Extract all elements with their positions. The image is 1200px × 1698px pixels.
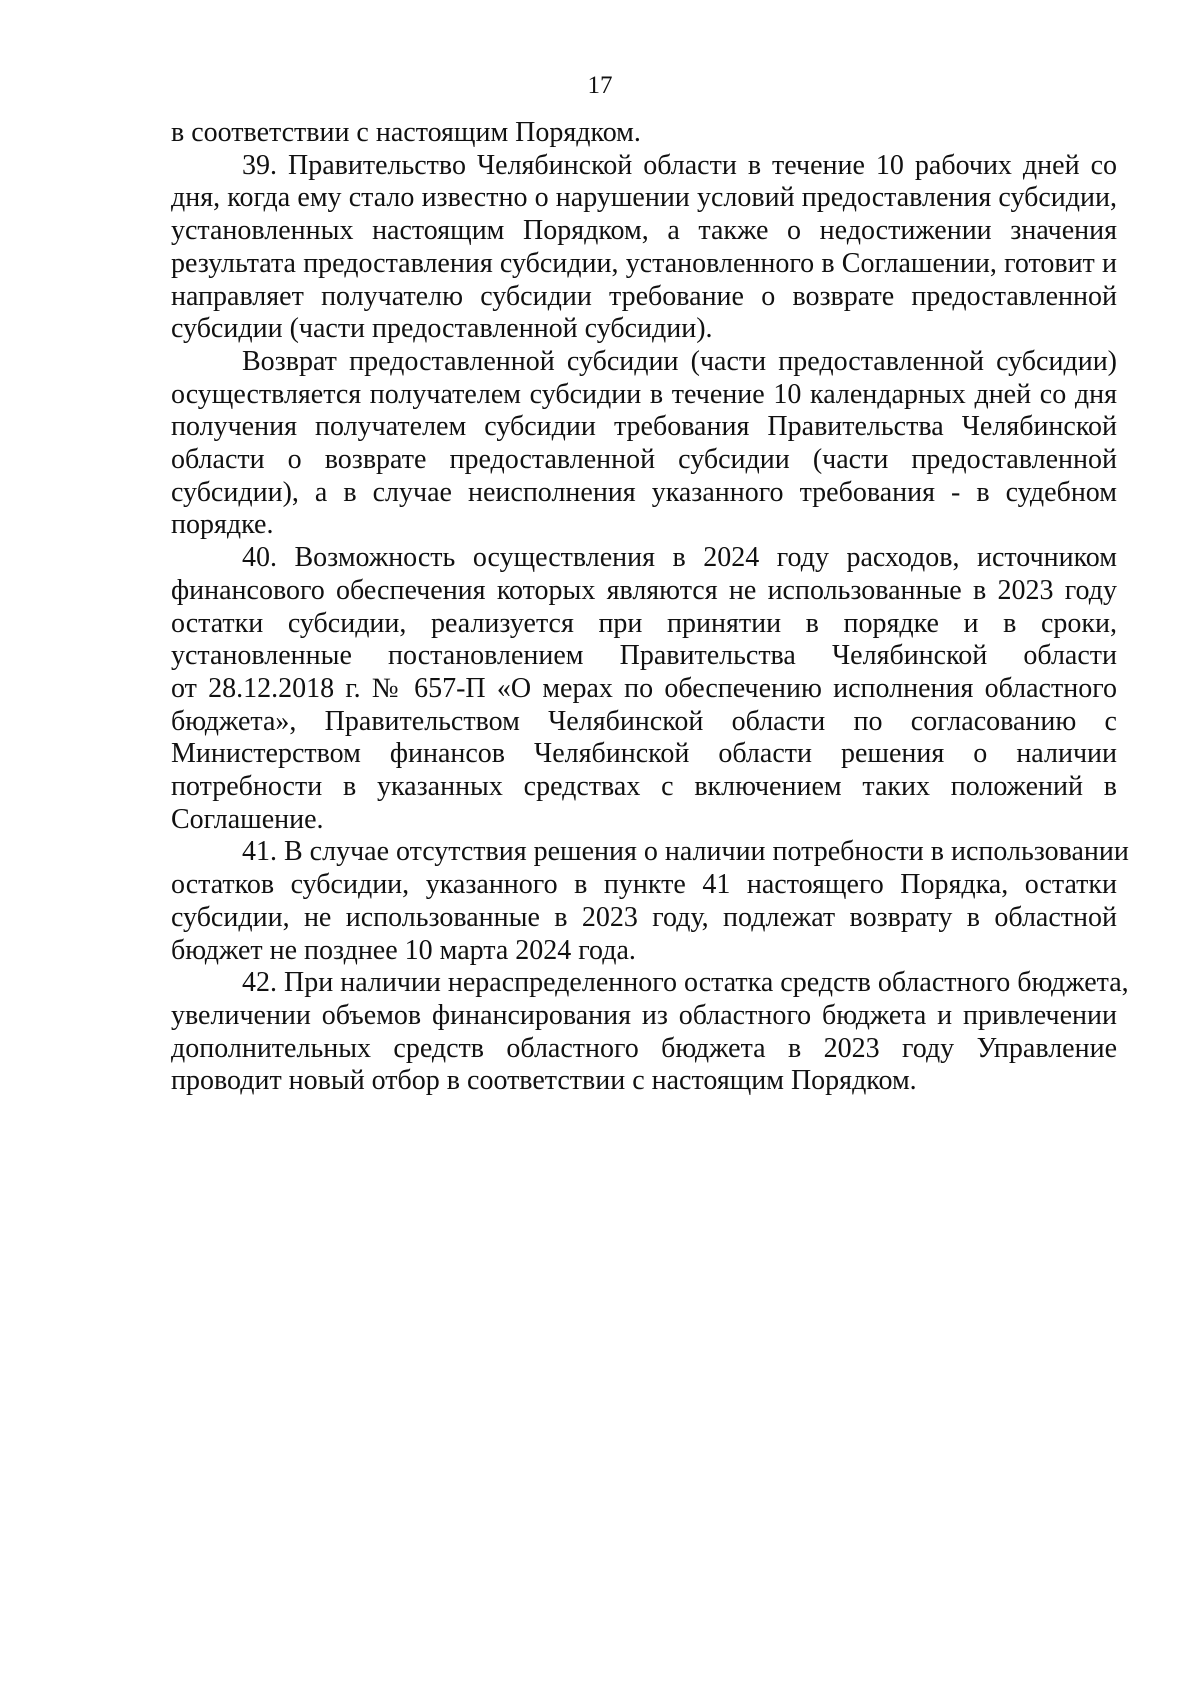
- text-line: субсидии (части предоставленной субсидии).: [171, 313, 713, 345]
- text-line: остатки субсидии, реализуется при принятии в порядке и в сроки,: [171, 607, 1117, 639]
- text-line: 40. Возможность осуществления в 2024 году расходов, источником: [242, 542, 1117, 574]
- text-line: проводит новый отбор в соответствии с настоящим Порядком.: [171, 1065, 917, 1097]
- page-number: 17: [587, 72, 613, 99]
- text-line: субсидии, не использованные в 2023 году, подлежат возврату в областной: [171, 901, 1117, 933]
- text-line: остатков субсидии, указанного в пункте 41 настоящего Порядка, остатки: [171, 869, 1117, 901]
- text-line: в соответствии с настоящим Порядком.: [171, 117, 641, 148]
- text-line: увеличении объемов финансирования из областного бюджета и привлечении: [171, 999, 1117, 1031]
- text-line: дополнительных средств областного бюджета в 2023 году Управление: [171, 1032, 1117, 1064]
- text-line: Министерством финансов Челябинской области решения о наличии: [171, 738, 1117, 770]
- text-line: порядке.: [171, 509, 274, 541]
- text-line: 39. Правительство Челябинской области в течение 10 рабочих дней со: [242, 149, 1117, 181]
- text-line: потребности в указанных средствах с включением таких положений в: [171, 771, 1117, 803]
- text-line: 41. В случае отсутствия решения о наличии потребности в использовании: [242, 836, 1129, 868]
- text-line: направляет получателю субсидии требование о возврате предоставленной: [171, 280, 1117, 312]
- text-line: получения получателем субсидии требования Правительства Челябинской: [171, 411, 1117, 443]
- text-line: субсидии), а в случае неисполнения указанного требования - в судебном: [171, 476, 1117, 508]
- text-line: осуществляется получателем субсидии в течение 10 календарных дней со дня: [171, 378, 1117, 410]
- document-body: [171, 117, 1129, 1098]
- text-line: результата предоставления субсидии, установленного в Соглашении, готовит и: [171, 247, 1117, 279]
- text-line: финансового обеспечения которых являются не использованные в 2023 году: [171, 574, 1117, 606]
- text-line: бюджета», Правительством Челябинской области по согласованию с: [171, 705, 1117, 737]
- text-line: бюджет не позднее 10 марта 2024 года.: [171, 934, 636, 966]
- text-line: Возврат предоставленной субсидии (части предоставленной субсидии): [242, 345, 1117, 377]
- text-line: установленные постановлением Правительства Челябинской области: [171, 640, 1117, 672]
- text-line: установленных настоящим Порядком, а также о недостижении значения: [171, 215, 1117, 247]
- text-line: 42. При наличии нераспределенного остатка средств областного бюджета,: [242, 967, 1129, 999]
- text-line: Соглашение.: [171, 803, 324, 835]
- text-line: области о возврате предоставленной субсидии (части предоставленной: [171, 444, 1117, 476]
- text-line: дня, когда ему стало известно о нарушении условий предоставления субсидии,: [171, 182, 1117, 214]
- text-line: от 28.12.2018 г. № 657-П «О мерах по обеспечению исполнения областного: [171, 672, 1117, 704]
